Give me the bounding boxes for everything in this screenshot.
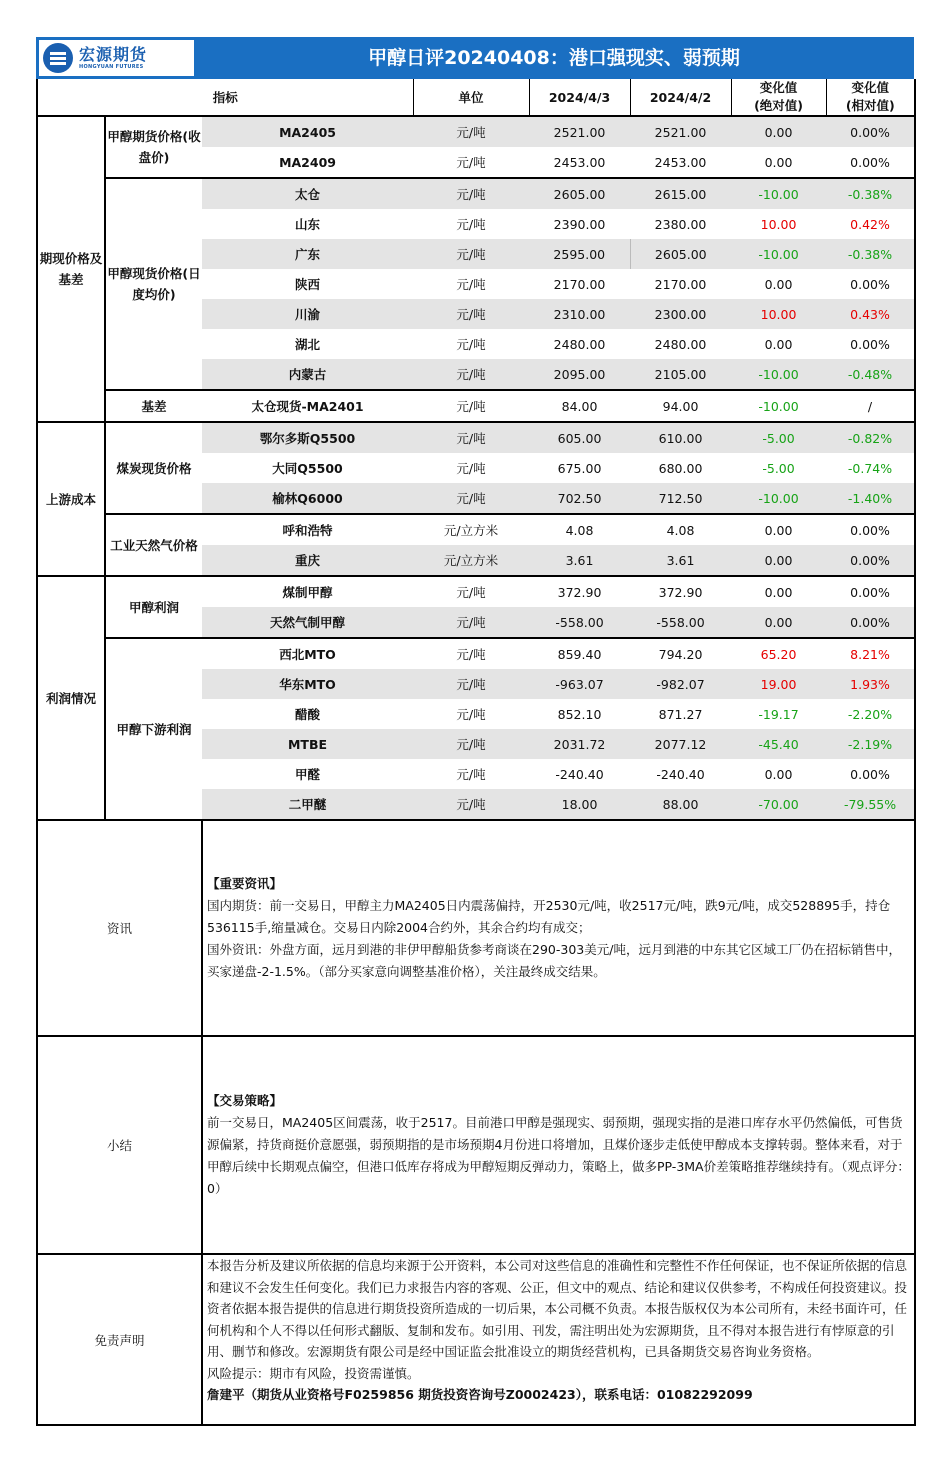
row-value-date1: 2480.00 [553, 336, 606, 352]
row-value-date2: 2605.00 [630, 239, 731, 269]
row-unit: 元/吨 [456, 217, 486, 233]
row-indicator: 太仓 [202, 178, 413, 209]
row-rel-change: 1.93% [826, 669, 915, 699]
row-indicator: 湖北 [295, 337, 321, 353]
row-abs-change: -5.00 [731, 422, 826, 453]
col-header-rel-change: 变化值 (相对值) [826, 79, 915, 116]
row-value-date1: 84.00 [529, 390, 630, 422]
row-value-date2: 94.00 [630, 390, 731, 422]
summary-heading: 【交易策略】 [207, 1093, 283, 1109]
row-unit: 元/吨 [413, 239, 529, 269]
row-rel-change: -2.19% [826, 729, 915, 759]
row-value-date1: -963.07 [529, 669, 630, 699]
row-value-date1: 18.00 [529, 789, 630, 819]
row-rel-change: 0.00% [826, 514, 915, 545]
row-unit: 元/吨 [413, 607, 529, 638]
col-header-indicator: 指标 [37, 79, 413, 116]
row-rel-change: -2.20% [826, 699, 915, 729]
group-basis: 基差 [105, 390, 202, 422]
header-row [37, 79, 915, 116]
row-rel-change: 0.00% [826, 329, 915, 359]
row-indicator: 华东MTO [202, 669, 413, 699]
row-rel-change: -0.48% [826, 359, 915, 390]
row-abs-change: 65.20 [731, 638, 826, 669]
group-futures-price: 甲醇期货价格(收盘价) [107, 129, 201, 166]
row-value-date1: 2390.00 [553, 216, 606, 232]
row-value-date2: 3.61 [630, 545, 731, 576]
row-value-date2: -240.40 [656, 766, 705, 782]
notes-table [36, 819, 916, 1426]
row-rel-change: -0.82% [826, 422, 915, 453]
row-value-date1: 2031.72 [529, 729, 630, 759]
row-abs-change: 0.00 [731, 116, 826, 147]
row-value-date2: 372.90 [630, 576, 731, 607]
row-abs-change: 10.00 [760, 216, 797, 232]
row-unit: 元/吨 [413, 359, 529, 390]
row-indicator: MA2405 [202, 116, 413, 147]
row-unit: 元/吨 [413, 638, 529, 669]
table-row [37, 514, 915, 545]
row-unit: 元/吨 [413, 576, 529, 607]
row-value-date1: 2605.00 [529, 178, 630, 209]
row-value-date1: 852.10 [557, 706, 602, 722]
row-abs-change: -10.00 [731, 390, 826, 422]
row-unit: 元/吨 [413, 669, 529, 699]
row-abs-change: 0.00 [764, 276, 793, 292]
row-rel-change: 0.00% [826, 759, 915, 789]
logo-emblem-icon [43, 43, 73, 73]
row-unit: 元/吨 [413, 422, 529, 453]
row-abs-change: -10.00 [731, 483, 826, 514]
row-rel-change: 0.43% [826, 299, 915, 329]
row-indicator: 煤制甲醇 [202, 576, 413, 607]
row-value-date2: 2170.00 [654, 276, 707, 292]
row-value-date1: -240.40 [555, 766, 604, 782]
row-value-date1: 3.61 [529, 545, 630, 576]
disclaimer-text: 本报告分析及建议所依据的信息均来源于公开资料，本公司对这些信息的准确性和完整性不作任何保证，也不保证所依据的信息和建议不会发生任何变化。我们已力求报告内容的客观、公正，但文中的观点、结论和建议仅供参考，不构成任何投资建议。投资者依据本报告提供的信息进行期货投资所造成的一切后果，本公司概不负责。本报告版权仅为本公司所有，未经书面许可，任何机构和个人不得以任何形式翻版、复制和发布。如引用、刊发，需注明出处为宏源期货，且不得对本报告进行有悖原意的引用、删节和修改。宏源期货有限公司是经中国证监会批准设立的期货经营机构，已具备期货交易咨询业务资格。 [207, 1258, 908, 1360]
table-row [37, 422, 915, 453]
row-rel-change: -79.55% [826, 789, 915, 819]
row-rel-change: -0.38% [826, 178, 915, 209]
summary-text: 前一交易日，MA2405区间震荡，收于2517。目前港口甲醇是强现实、弱预期，强现实指的是港口库存水平仍然偏低，可售货源偏紧，持货商挺价意愿强，弱预期指的是市场预期4月份进口将增加，且煤价逐步走低使甲醇成本支撑转弱。整体来看，对于甲醇后续中长期观点偏空，但港口低库存将成为甲醇短期反弹动力，策略上，做多PP-3MA价差策略推荐继续持有。（观点评分：0） [207, 1115, 910, 1197]
row-unit: 元/吨 [413, 390, 529, 422]
row-indicator: 甲醛 [295, 767, 321, 783]
table-row [37, 116, 915, 147]
row-indicator: 重庆 [202, 545, 413, 576]
row-unit: 元/吨 [413, 729, 529, 759]
row-rel-change: -1.40% [826, 483, 915, 514]
row-value-date1: 2310.00 [529, 299, 630, 329]
row-unit: 元/吨 [456, 767, 486, 783]
row-value-date2: 2300.00 [630, 299, 731, 329]
row-abs-change: -10.00 [731, 239, 826, 269]
row-unit: 元/立方米 [413, 545, 529, 576]
row-unit: 元/吨 [413, 178, 529, 209]
company-logo [39, 40, 194, 76]
news-content [202, 820, 915, 1036]
row-value-date1: 2595.00 [529, 239, 630, 269]
row-value-date1: 372.90 [529, 576, 630, 607]
row-value-date2: 2453.00 [654, 154, 707, 170]
row-value-date1: 2095.00 [529, 359, 630, 390]
row-abs-change: 10.00 [731, 299, 826, 329]
summary-content [202, 1036, 915, 1254]
row-abs-change: -5.00 [762, 460, 795, 476]
row-value-date2: 794.20 [630, 638, 731, 669]
row-value-date2: 2521.00 [630, 116, 731, 147]
row-rel-change: 0.00% [826, 545, 915, 576]
row-abs-change: 19.00 [731, 669, 826, 699]
row-rel-change: 8.21% [826, 638, 915, 669]
row-value-date2: 2105.00 [630, 359, 731, 390]
row-unit: 元/吨 [456, 461, 486, 477]
row-indicator: 广东 [202, 239, 413, 269]
row-unit: 元/吨 [456, 277, 486, 293]
analyst-contact: 詹建平（期货从业资格号F0259856 期货投资咨询号Z0002423），联系电话：01082292099 [207, 1387, 753, 1403]
row-indicator: MA2409 [279, 154, 336, 170]
row-value-date2: 2077.12 [630, 729, 731, 759]
col-header-unit: 单位 [413, 79, 529, 116]
group-gas-price: 工业天然气价格 [105, 514, 202, 576]
section-profit: 利润情况 [37, 576, 105, 819]
col-header-abs-change: 变化值 (绝对值) [731, 79, 826, 116]
row-value-date1: -558.00 [529, 607, 630, 638]
page-title: 甲醇日评20240408：港口强现实、弱预期 [368, 47, 740, 69]
row-value-date2: 871.27 [658, 706, 703, 722]
row-unit: 元/吨 [456, 337, 486, 353]
section-price-basis: 期现价格及基差 [37, 116, 105, 422]
row-indicator: 呼和浩特 [202, 514, 413, 545]
row-unit: 元/吨 [456, 155, 486, 171]
row-value-date1: 675.00 [557, 460, 602, 476]
group-downstream-profit: 甲醇下游利润 [105, 638, 202, 819]
news-heading: 【重要资讯】 [207, 876, 283, 892]
row-unit: 元/吨 [413, 116, 529, 147]
row-value-date2: 4.08 [630, 514, 731, 545]
row-indicator: MTBE [202, 729, 413, 759]
row-indicator: 太仓现货-MA2401 [202, 390, 413, 422]
row-indicator: 西北MTO [202, 638, 413, 669]
group-methanol-profit: 甲醇利润 [105, 576, 202, 638]
row-abs-change: -70.00 [731, 789, 826, 819]
logo-en-text: HONGYUAN FUTURES [79, 63, 144, 70]
news-foreign: 国外资讯：外盘方面，远月到港的非伊甲醇船货参考商谈在290-303美元/吨，远月到港的中东其它区域工厂仍在招标销售中，买家递盘-2-1.5%。（部分买家意向调整基准价格），关注最终成交结果。 [207, 942, 901, 980]
disclaimer-label: 免责声明 [37, 1254, 202, 1425]
title-banner [36, 37, 914, 79]
row-unit: 元/吨 [456, 707, 486, 723]
row-value-date1: 4.08 [529, 514, 630, 545]
row-value-date1: 2170.00 [553, 276, 606, 292]
row-value-date2: 610.00 [630, 422, 731, 453]
row-unit: 元/吨 [413, 483, 529, 514]
group-spot-price: 甲醇现货价格(日度均价) [105, 178, 202, 390]
report-sheet [36, 37, 914, 1426]
row-indicator: 内蒙古 [202, 359, 413, 390]
news-label: 资讯 [37, 820, 202, 1036]
disclaimer-content [202, 1254, 915, 1425]
row-value-date2: 2615.00 [630, 178, 731, 209]
data-table [36, 79, 916, 819]
row-indicator: 二甲醚 [202, 789, 413, 819]
row-abs-change: -10.00 [731, 359, 826, 390]
table-row [37, 178, 915, 209]
row-rel-change: 0.00% [826, 147, 915, 178]
summary-label: 小结 [37, 1036, 202, 1254]
row-unit: 元/吨 [413, 789, 529, 819]
row-value-date1: 2521.00 [529, 116, 630, 147]
row-value-date2: -982.07 [630, 669, 731, 699]
group-coal-price: 煤炭现货价格 [105, 422, 202, 514]
row-indicator: 陕西 [295, 277, 321, 293]
row-value-date2: 88.00 [630, 789, 731, 819]
risk-warning: 风险提示：期市有风险，投资需谨慎。 [207, 1365, 420, 1381]
row-value-date1: 859.40 [529, 638, 630, 669]
row-abs-change: 0.00 [731, 514, 826, 545]
row-indicator: 天然气制甲醇 [202, 607, 413, 638]
row-unit: 元/吨 [413, 299, 529, 329]
col-header-date1: 2024/4/3 [529, 79, 630, 116]
row-abs-change: -45.40 [731, 729, 826, 759]
row-unit: 元/立方米 [413, 514, 529, 545]
row-rel-change: / [826, 390, 915, 422]
row-value-date1: 2453.00 [553, 154, 606, 170]
row-abs-change: 0.00 [731, 607, 826, 638]
row-value-date1: 702.50 [529, 483, 630, 514]
row-value-date2: 2380.00 [654, 216, 707, 232]
table-row [37, 390, 915, 422]
row-value-date2: -558.00 [630, 607, 731, 638]
row-value-date2: 712.50 [630, 483, 731, 514]
row-rel-change: 0.00% [826, 576, 915, 607]
row-abs-change: 0.00 [731, 576, 826, 607]
row-rel-change: 0.00% [826, 116, 915, 147]
row-rel-change: 0.00% [826, 269, 915, 299]
row-value-date2: 680.00 [658, 460, 703, 476]
row-indicator: 大同Q5500 [272, 461, 343, 477]
row-rel-change: 0.42% [826, 209, 915, 239]
row-abs-change: -10.00 [731, 178, 826, 209]
row-indicator: 川渝 [202, 299, 413, 329]
row-abs-change: -19.17 [758, 706, 799, 722]
row-value-date1: 605.00 [529, 422, 630, 453]
logo-cn-text: 宏源期货 [79, 44, 148, 64]
table-row [37, 576, 915, 607]
row-rel-change: -0.74% [826, 453, 915, 483]
row-abs-change: 0.00 [764, 766, 793, 782]
row-rel-change: -0.38% [826, 239, 915, 269]
table-row [37, 638, 915, 669]
news-domestic: 国内期货：前一交易日，甲醇主力MA2405日内震荡偏持，开2530元/吨，收2517元/吨，跌9元/吨，成交528895手，持仓536115手,缩量减仓。交易日内除2004合约外，其余合约均有成交； [207, 898, 891, 936]
col-header-date2: 2024/4/2 [630, 79, 731, 116]
row-indicator: 鄂尔多斯Q5500 [202, 422, 413, 453]
table-body [37, 116, 915, 819]
news-section [37, 820, 915, 1036]
disclaimer-section [37, 1254, 915, 1425]
row-indicator: 醋酸 [295, 707, 321, 723]
row-indicator: 山东 [295, 217, 321, 233]
row-abs-change: 0.00 [731, 545, 826, 576]
row-abs-change: 0.00 [764, 336, 793, 352]
row-indicator: 榆林Q6000 [202, 483, 413, 514]
section-upstream-cost: 上游成本 [37, 422, 105, 576]
row-rel-change: 0.00% [826, 607, 915, 638]
summary-section [37, 1036, 915, 1254]
row-value-date2: 2480.00 [654, 336, 707, 352]
row-abs-change: 0.00 [764, 154, 793, 170]
